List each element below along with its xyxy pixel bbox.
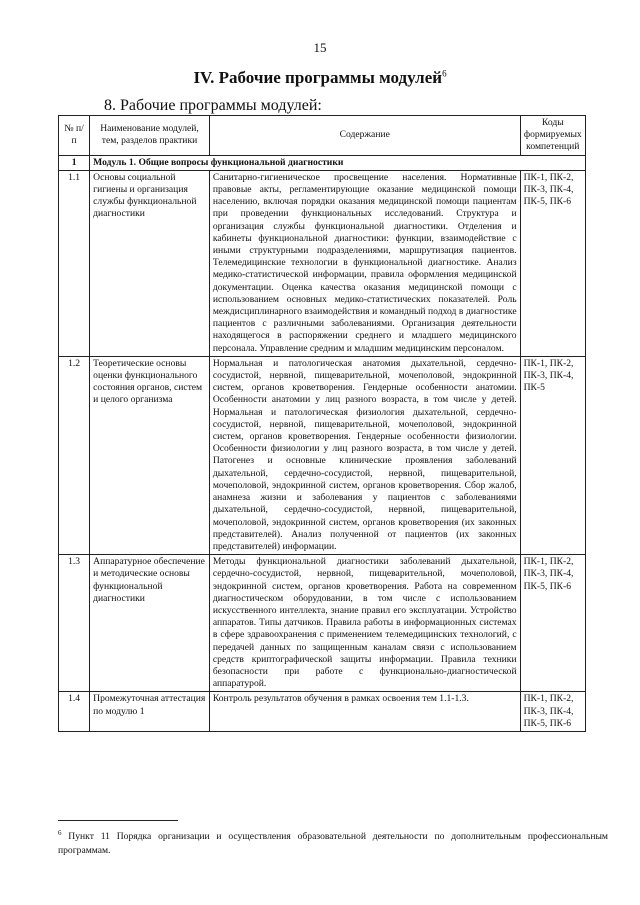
modules-table bbox=[58, 115, 586, 732]
section-title bbox=[0, 68, 640, 88]
row-codes: ПК-1, ПК-2, ПК-3, ПК-4, ПК-5, ПК-6 bbox=[520, 170, 585, 356]
row-content: Нормальная и патологическая анатомия дыхательной, сердечно-сосудистой, нервной, пищеварительной, мочеполовой, эндокринной систем, органов кроветворения. Гендерные особенности анатомии. Особенности анатомии у лиц разного возраста, в том числе у детей. Нормальная и патологическая физиология дыхательной, сердечно-сосудистой, нервной, пищеварительной, мочеполовой, эндокринной систем, органов кроветворения. Гендерные особенности физиологии. Особенности физиологии у лиц разного возраста, в том числе у детей. Патогенез и основные клинические проявления заболеваний дыхательной, сердечно-сосудистой, нервной, пищеварительной, мочеполовой, эндокринной систем, органов кроветворения. Сбор жалоб, анамнеза жизни и заболевания у пациентов с заболеваниями дыхательной, сердечно-сосудистой, нервной, пищеварительной, мочеполовой, эндокринной систем, органов кроветворения (их законных представителей). Анализ полученной от пациентов (их законных представителей) информации. bbox=[209, 356, 520, 554]
footnote bbox=[58, 826, 608, 858]
row-name: Основы социальной гигиены и организация службы функциональной диагностики bbox=[90, 170, 210, 356]
column-number: 1 bbox=[59, 155, 90, 170]
table-row bbox=[59, 555, 586, 692]
module-title: Модуль 1. Общие вопросы функциональной диагностики bbox=[90, 155, 586, 170]
table-header-row bbox=[59, 116, 586, 156]
header-num: № п/п bbox=[59, 116, 90, 156]
row-name: Аппаратурное обеспечение и методические основы функциональной диагностики bbox=[90, 555, 210, 692]
row-content: Методы функциональной диагностики заболеваний дыхательной, сердечно-сосудистой, нервной, пищеварительной, мочеполовой, эндокринной систем, органов кроветворения. Работа на современном диагностическом оборудовании, в том числе с использованием искусственного интеллекта, знание правил его эксплуатации. Устройство аппаратов. Типы датчиков. Правила работы в информационных системах в сфере здравоохранения с применением телемедицинских технологий, с передачей данных по защищенным каналам связи с использованием средств криптографической защиты информации. Правила техники безопасности при работе с функционально-диагностической аппаратурой. bbox=[209, 555, 520, 692]
row-num: 1.2 bbox=[59, 356, 90, 554]
header-name: Наименование модулей, тем, разделов практики bbox=[90, 116, 210, 156]
table-row bbox=[59, 170, 586, 356]
table-row bbox=[59, 356, 586, 554]
table-row bbox=[59, 692, 586, 732]
row-content: Контроль результатов обучения в рамках освоения тем 1.1-1.3. bbox=[209, 692, 520, 732]
row-num: 1.3 bbox=[59, 555, 90, 692]
row-codes: ПК-1, ПК-2, ПК-3, ПК-4, ПК-5 bbox=[520, 356, 585, 554]
subsection-title: 8. Рабочие программы модулей: bbox=[104, 97, 322, 114]
section-title-text: IV. Рабочие программы модулей bbox=[193, 68, 443, 87]
header-content: Содержание bbox=[209, 116, 520, 156]
column-number-row bbox=[59, 155, 586, 170]
row-num: 1.4 bbox=[59, 692, 90, 732]
row-num: 1.1 bbox=[59, 170, 90, 356]
row-codes: ПК-1, ПК-2, ПК-3, ПК-4, ПК-5, ПК-6 bbox=[520, 692, 585, 732]
row-content: Санитарно-гигиеническое просвещение населения. Нормативные правовые акты, регламентирующие оказание медицинской помощи населению, включая порядки оказания медицинской помощи пациентам при проведении функциональных исследований. Структура и организация службы функциональной диагностики. Отделения и кабинеты функциональной диагностики: функции, взаимодействие с иными структурными подразделениями, маршрутизация пациентов. Телемедицинские технологии в функциональной диагностике. Анализ медико-статистической информации, правила оформления медицинской документации. Оценка качества оказания медицинской помощи с использованием основных медико-статистических показателей. Роль междисциплинарного взаимодействия и командный подход в диагностике пациентов с различными заболеваниями. Организация деятельности находящегося в распоряжении среднего и младшего медицинского персонала. Управление средним и младшим медицинским персоналом. bbox=[209, 170, 520, 356]
row-codes: ПК-1, ПК-2, ПК-3, ПК-4, ПК-5, ПК-6 bbox=[520, 555, 585, 692]
footnote-divider bbox=[58, 820, 178, 821]
section-footnote-mark: 6 bbox=[442, 68, 447, 79]
row-name: Теоретические основы оценки функционального состояния органов, систем и целого организма bbox=[90, 356, 210, 554]
row-name: Промежуточная аттестация по модулю 1 bbox=[90, 692, 210, 732]
footnote-text: Пункт 11 Порядка организации и осуществления образовательной деятельности по дополнительным профессиональным программам. bbox=[58, 831, 608, 857]
header-codes: Коды формируемых компетенций bbox=[520, 116, 585, 156]
page-number: 15 bbox=[313, 40, 327, 55]
footnote-mark: 6 bbox=[58, 829, 62, 837]
